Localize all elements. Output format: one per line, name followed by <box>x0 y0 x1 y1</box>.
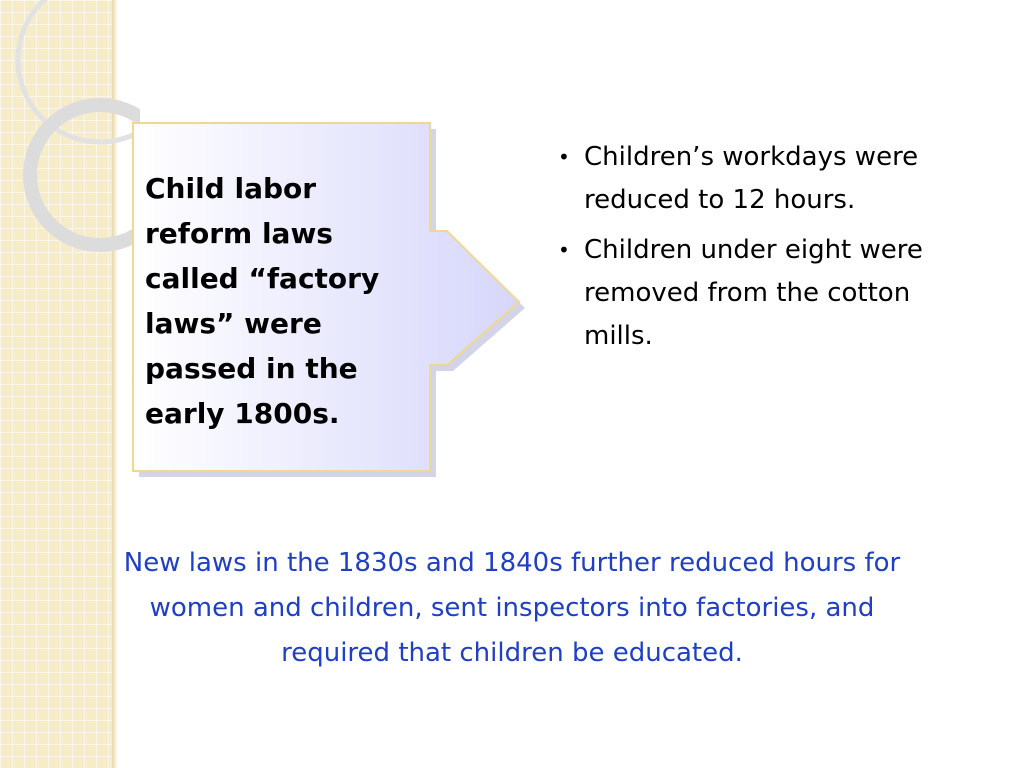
bullet-item-workdays <box>556 136 936 222</box>
decorative-rings <box>0 0 140 260</box>
callout-text: Child labor reform laws called “factory laws” were passed in the early 1800s. <box>145 172 380 430</box>
bullet-text: Children’s workdays were reduced to 12 hours. <box>584 142 919 215</box>
footer-summary-text: New laws in the 1830s and 1840s further reduced hours for women and children, sent inspectors into factories, and required that children be educated. <box>123 548 901 668</box>
bullet-marker: • <box>558 145 570 169</box>
bullet-list <box>556 136 936 365</box>
bullet-item-children-removed <box>556 229 936 358</box>
decorative-ring-large <box>18 0 140 142</box>
bullet-marker: • <box>558 238 570 262</box>
decorative-ring-thick <box>30 105 140 245</box>
bullet-text: Children under eight were removed from the cotton mills. <box>584 235 923 351</box>
